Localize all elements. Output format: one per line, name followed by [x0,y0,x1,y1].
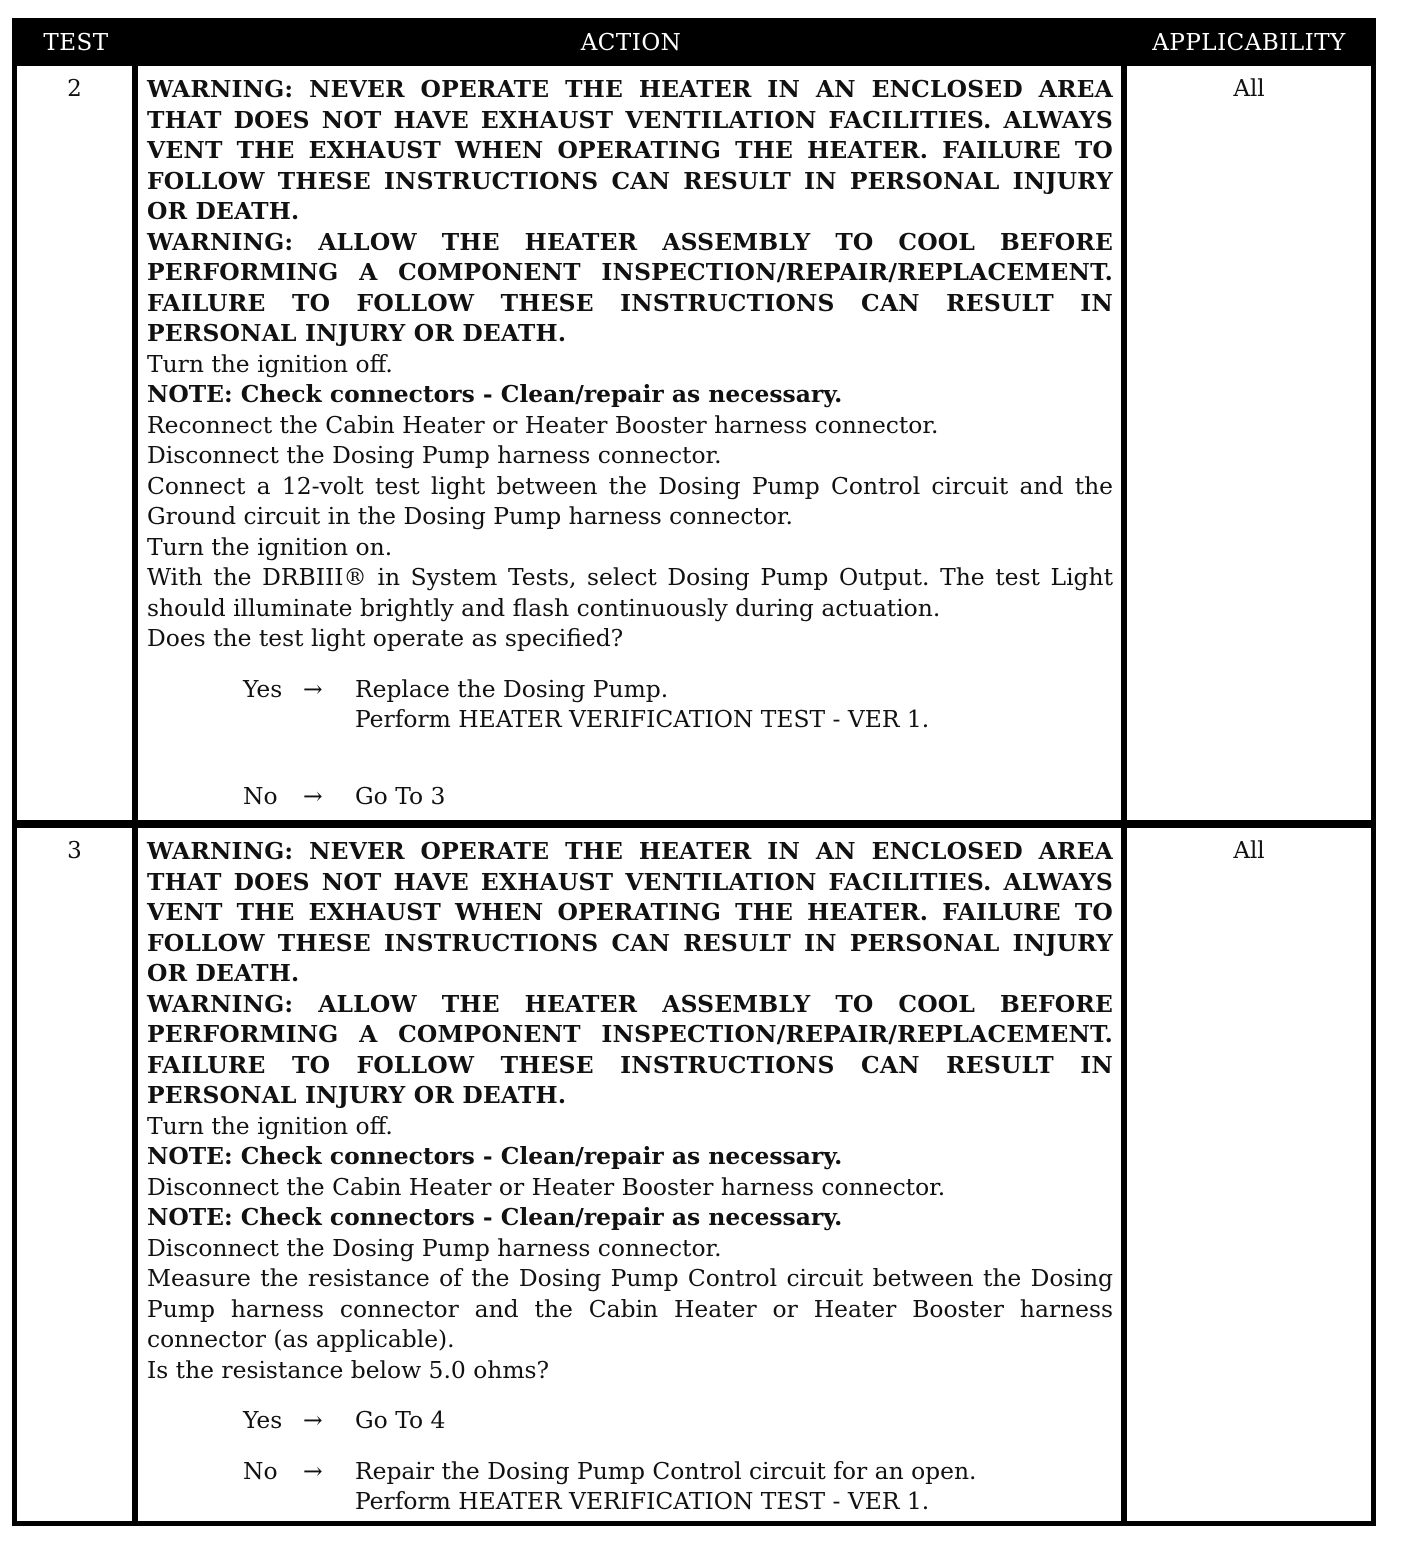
warning-ventilation: WARNING: NEVER OPERATE THE HEATER IN AN ENCLOSED AREA THAT DOES NOT HAVE EXHAUST VENTILATION FACILITIES. ALWAYS VENT THE EXHAUST WHEN OPERATING THE HEATER. FAILURE TO FOLLOW THESE INSTRUCTIONS CAN RESULT IN PERSONAL INJURY OR DEATH. [147,75,1113,225]
header-applicability: APPLICABILITY [1152,30,1346,56]
header-action: ACTION [580,30,682,56]
warning-cool-down: WARNING: ALLOW THE HEATER ASSEMBLY TO COOL BEFORE PERFORMING A COMPONENT INSPECTION/REPAIR/REPLACEMENT. FAILURE TO FOLLOW THESE INSTRUCTIONS CAN RESULT IN PERSONAL INJURY OR DEATH. [147,227,1113,347]
table-row [17,828,1371,1521]
step-text: Reconnect the Cabin Heater or Heater Booster harness connector. [147,410,939,439]
question-text: Does the test light operate as specified? [147,624,624,652]
result-text [355,674,929,735]
question-text: Is the resistance below 5.0 ohms? [147,1355,550,1384]
step-text: With the DRBIII® in System Tests, select Dosing Pump Output. The test Light should illuminate brightly and flash continuously during actuation. [147,563,1113,622]
result-line: Perform HEATER VERIFICATION TEST - VER 1. [355,705,930,733]
action-cell [138,66,1121,820]
result-yes [243,1405,1113,1436]
note-text: NOTE: Check connectors - Clean/repair as necessary. [147,1142,843,1170]
note-text: NOTE: Check connectors - Clean/repair as necessary. [147,380,843,408]
step-text: Turn the ignition on. [147,532,393,561]
step-text: Disconnect the Cabin Heater or Heater Booster harness connector. [147,1172,946,1201]
table-row [17,66,1371,820]
header-test: TEST [43,30,109,56]
no-label: No [243,1456,278,1485]
table-header [17,23,1371,61]
applicability-value: All [1127,828,1371,1521]
result-no [243,1456,1113,1517]
warning-cool-down: WARNING: ALLOW THE HEATER ASSEMBLY TO COOL BEFORE PERFORMING A COMPONENT INSPECTION/REPAIR/REPLACEMENT. FAILURE TO FOLLOW THESE INSTRUCTIONS CAN RESULT IN PERSONAL INJURY OR DEATH. [147,989,1113,1109]
step-text: Turn the ignition off. [147,349,393,378]
action-cell [138,828,1121,1521]
no-label: No [243,781,278,810]
step-text: Measure the resistance of the Dosing Pump Control circuit between the Dosing Pump harness connector and the Cabin Heater or Heater Booster harness connector (as applicable). [147,1264,1113,1353]
step-text: Turn the ignition off. [147,1111,393,1140]
result-text: Go To 3 [355,781,446,810]
diagnostic-test-table [12,18,1376,1526]
test-number: 2 [17,66,132,820]
step-text: Disconnect the Dosing Pump harness connector. [147,1233,722,1262]
result-line: Replace the Dosing Pump. [355,674,669,703]
warning-ventilation: WARNING: NEVER OPERATE THE HEATER IN AN ENCLOSED AREA THAT DOES NOT HAVE EXHAUST VENTILATION FACILITIES. ALWAYS VENT THE EXHAUST WHEN OPERATING THE HEATER. FAILURE TO FOLLOW THESE INSTRUCTIONS CAN RESULT IN PERSONAL INJURY OR DEATH. [147,837,1113,987]
arrow-icon: → [303,1406,323,1434]
step-text: Connect a 12-volt test light between the Dosing Pump Control circuit and the Ground circuit in the Dosing Pump harness connector. [147,471,1113,530]
yes-label: Yes [243,674,283,703]
result-line: Perform HEATER VERIFICATION TEST - VER 1. [355,1487,930,1515]
arrow-icon: → [303,781,323,810]
note-text: NOTE: Check connectors - Clean/repair as necessary. [147,1203,843,1231]
result-text [355,1456,976,1517]
result-yes [243,674,1113,735]
yes-label: Yes [243,1406,283,1434]
result-line: Repair the Dosing Pump Control circuit for an open. [355,1456,977,1485]
applicability-value: All [1127,66,1371,820]
step-text: Disconnect the Dosing Pump harness connector. [147,441,722,469]
result-no [243,781,1113,812]
test-number: 3 [17,828,132,1521]
result-text: Go To 4 [355,1406,446,1434]
arrow-icon: → [303,674,323,703]
arrow-icon: → [303,1456,323,1485]
